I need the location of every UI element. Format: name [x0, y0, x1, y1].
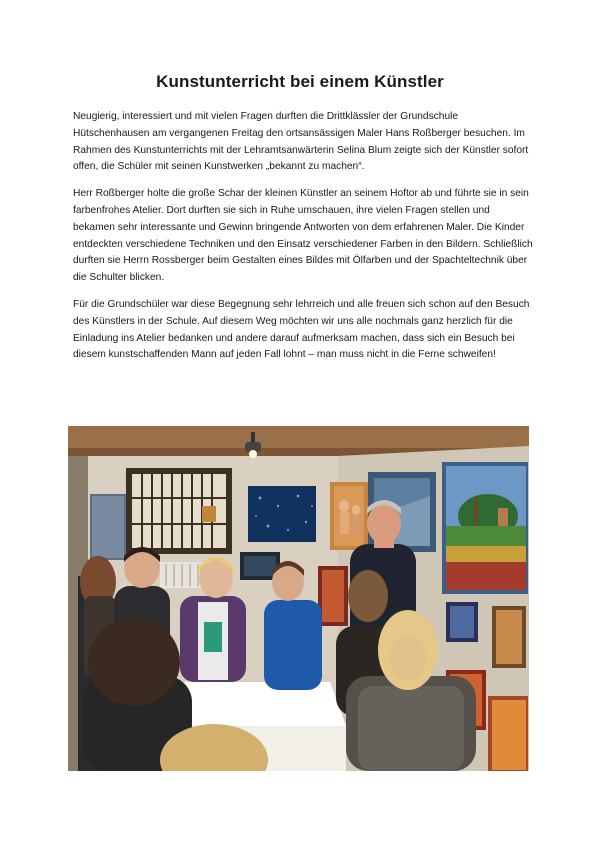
article-body — [73, 109, 533, 374]
paragraph-2: Herr Roßberger holte die große Schar der kleinen Künstler an seinem Hoftor ab und führte sie in sein farbenfrohes Atelier. Dort durften sie sich in Ruhe umschauen, ihre vielen Fragen stellen und bekamen sehr interessante und Gewinn bringende Antworten von dem erfahrenen Maler. Die Kinder entdeckten verschiedene Techniken und den Einsatz verschiedener Farben in den Bildern. Schließlich durften sie Herrn Rossberger beim Gestalten eines Bildes mit Ölfarben und der Spachteltechnik über die Schulter blicken. — [73, 188, 533, 284]
page-title: Kunstunterricht bei einem Künstler — [156, 72, 444, 91]
window — [126, 468, 232, 554]
paragraph-3: Für die Grundschüler war diese Begegnung sehr lehrreich und alle freuen sich schon auf den Besuch des Künstlers in der Schule. Auf diesem Weg möchten wir uns alle nochmals ganz herzlich für die Einladung ins Atelier bedanken und andere darauf aufmerksam machen, dass sich ein Besuch bei diesem kunstschaffenden Mann auf jeden Fall lohnt – man muss nicht in die Ferne schweifen! — [73, 298, 530, 361]
paragraph-1: Neugierig, interessiert und mit vielen Fragen durften die Drittklässler der Grundschule Hütschenhausen am vergangenen Freitag den ortsansässigen Maler Hans Roßberger besuchen. Im Rahmen des Kunstunterrichts mit der Lehramtsanwärterin Selina Blum zeigte sich der Künstler sofort offen, die Schüler mit seinen Kunstwerken „bekannt zu machen“. — [73, 111, 529, 173]
atelier-photo — [68, 426, 529, 771]
landscape-painting — [442, 462, 528, 594]
